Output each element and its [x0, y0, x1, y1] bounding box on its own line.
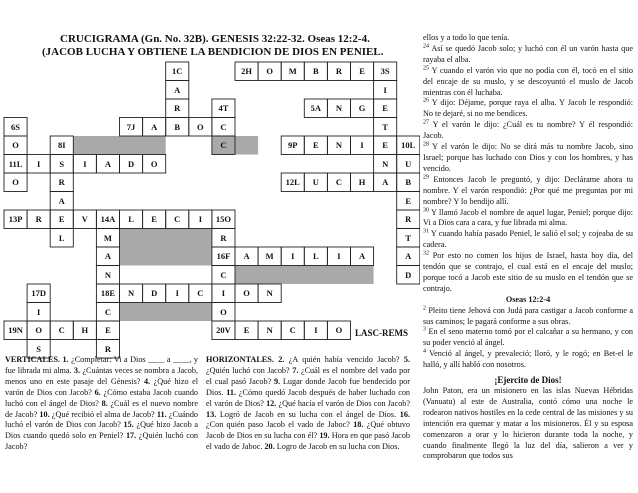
verse-text: En el seno materno tomó por el calcañar a su hermano, y con su poder venció al ángel.: [423, 327, 634, 348]
oseas-verses: [423, 306, 633, 371]
grid-letter: A: [174, 84, 181, 95]
grid-letter: R: [335, 66, 342, 76]
grid-letter: 5A: [310, 103, 322, 113]
grid-letter: O: [220, 306, 227, 317]
clue-number: 12.: [266, 398, 277, 408]
verse-number: 26: [423, 97, 429, 104]
passage-column: [423, 33, 633, 462]
grid-letter: 4T: [218, 103, 229, 113]
shaded-block: [120, 229, 212, 266]
grid-letter: A: [58, 195, 65, 206]
shaded-block: [73, 136, 165, 155]
grid-letter: A: [243, 251, 250, 261]
verse-number: 28: [423, 141, 429, 148]
clue-text: Hora en que pasó Jacob el vado de Jaboc.: [206, 431, 410, 452]
verse-number: 30: [423, 206, 429, 213]
grid-letter: O: [150, 158, 158, 169]
grid-letter: H: [81, 325, 89, 335]
grid-letter: N: [266, 325, 273, 335]
grid-letter: R: [405, 214, 412, 224]
verse: [423, 229, 633, 251]
grid-letter: R: [174, 103, 181, 113]
clue-text: ¿Qué hacía el varón de Dios con Jacob?: [278, 398, 411, 408]
clue-number: 2.: [278, 355, 285, 364]
verse-number: 3: [423, 326, 426, 333]
grid-letter: I: [337, 251, 341, 261]
grid-letter: 15O: [215, 214, 231, 224]
grid-letter: O: [335, 325, 343, 335]
grid-letter: N: [104, 269, 111, 280]
verse: [423, 175, 633, 208]
clue-number: 18.: [353, 420, 364, 430]
crossword-subtitle: (JACOB LUCHA Y OBTIENE LA BENDICION DE DIOS EN PENIEL.: [42, 46, 384, 58]
verse-text: Venció al ángel, y prevaleció; lloró, y le rogó; en Bet-el le halló, y allí habló con nosotros.: [423, 349, 633, 370]
grid-letter: E: [58, 214, 65, 224]
verse: [423, 66, 633, 99]
grid-letter: E: [382, 140, 388, 150]
grid-letter: M: [265, 251, 274, 261]
grid-letter: B: [405, 177, 412, 187]
clue-number: 10.: [39, 409, 50, 419]
grid-letter: 7J: [126, 121, 136, 132]
clue-number: 13.: [206, 409, 217, 419]
grid-letter: C: [174, 214, 181, 224]
vertical-clues: [5, 355, 198, 453]
grid-letter: N: [335, 103, 342, 113]
grid-letter: E: [151, 214, 157, 224]
clue-number: 17.: [125, 431, 137, 441]
grid-letter: A: [382, 177, 389, 187]
verse-text: Por esto no comen los hijos de Israel, hasta hoy día, del tendón que se contrajo, el cual está en el encaje del muslo; porque tocó a Jacob este sitio de su muslo en el tendón que se contrajo.: [423, 251, 634, 293]
verse-text: Y dijo: Déjame, porque raya el alba. Y Jacob le respondió: No te dejaré, si no me bendices.: [423, 98, 633, 119]
grid-letter: I: [36, 158, 41, 169]
clue-number: 5.: [403, 355, 410, 364]
grid-letter: L: [313, 251, 319, 261]
clue-text: ¿Cuál es el nombre del vado por el cual pasó Jacob?: [206, 365, 411, 386]
grid-letter: 11L: [8, 158, 23, 169]
verse-number: 4: [423, 348, 426, 355]
grid-letter: I: [83, 158, 87, 169]
grid-letter: D: [151, 288, 158, 298]
grid-letter: C: [220, 269, 227, 280]
grid-letter: O: [266, 66, 273, 76]
grid-letter: 8I: [57, 140, 66, 150]
grid-letter: R: [35, 214, 42, 224]
grid-letter: C: [220, 121, 227, 132]
crossword-title: CRUCIGRAMA (Gn. No. 32B). GENESIS 32:22-32. Oseas 12:2-4.: [60, 33, 370, 45]
grid-letter: D: [127, 158, 135, 169]
verse-number: 32: [423, 250, 429, 257]
verse-number: 24: [423, 43, 429, 50]
grid-letter: 1C: [172, 66, 183, 76]
verse: [423, 306, 633, 328]
clue-number: 20.: [264, 442, 275, 452]
clue-text: Logro de Jacob en su lucha con Dios.: [276, 442, 400, 452]
clue-number: 3.: [73, 365, 81, 375]
grid-letter: I: [221, 288, 226, 298]
grid-letter: O: [197, 121, 204, 132]
grid-letter: O: [243, 288, 250, 298]
grid-letter: E: [382, 103, 388, 113]
clue-number: 4.: [143, 376, 151, 386]
grid-letter: 19N: [8, 325, 23, 335]
clue-text: ¿Cómo estaba Jacob cuando luchó con el ángel de Dios?: [5, 387, 199, 408]
clue-text: ¿Quién luchó con Jacob?: [5, 431, 199, 452]
shaded-block: [120, 303, 212, 322]
grid-letter: E: [405, 195, 412, 206]
grid-letter: 6S: [11, 121, 21, 132]
clue-text: ¿Quién luchó con Jacob?: [206, 365, 290, 375]
grid-letter: 18E: [100, 288, 116, 298]
clue-text: ¿Qué obtuvo Jacob de Dios en su lucha con él?: [206, 420, 410, 441]
verse-text: Y cuando el varón vio que no podía con él, tocó en el sitio del encaje de su muslo, y se descoyuntó el muslo de Jacob mientras con él luchaba.: [423, 65, 634, 97]
grid-letter: I: [291, 251, 295, 261]
grid-letter: 10L: [401, 140, 416, 150]
grid-letter: D: [405, 269, 412, 280]
clue-number: HORIZONTALES.: [206, 355, 274, 364]
verse: [423, 251, 633, 295]
shaded-block: [235, 266, 374, 285]
clue-text: Lugar donde Jacob fue bendecido por Dios.: [206, 376, 410, 397]
grid-letter: N: [335, 140, 342, 150]
grid-letter: T: [405, 232, 412, 243]
verse-text: Y el varón le dijo: No se dirá más tu nombre Jacob, sino Israel; porque has luchado con Dios y con los hombres, y has vencido.: [423, 142, 633, 173]
grid-letter: N: [382, 158, 389, 169]
grid-letter: O: [35, 325, 42, 335]
verse-number: 25: [423, 64, 429, 71]
grid-letter: 16F: [216, 251, 231, 261]
grid-letter: U: [405, 158, 412, 169]
grid-letter: C: [104, 306, 111, 317]
grid-letter: U: [312, 177, 319, 187]
clue-text: ¿Cuál es el nuevo nombre de Jacob?: [5, 398, 199, 419]
clue-text: Logró de Jacob en su lucha con el ángel de Dios.: [219, 409, 397, 419]
verse-text: Pleito tiene Jehová con Judá para castigar a Jacob conforme a sus caminos; le pagará conforme a sus obras.: [423, 305, 633, 326]
grid-letter: G: [358, 103, 366, 113]
grid-letter: I: [383, 84, 387, 95]
grid-letter: A: [104, 158, 111, 169]
grid-letter: E: [243, 325, 250, 335]
clue-number: 11.: [226, 387, 237, 397]
verse-text: Así se quedó Jacob solo; y luchó con él un varón hasta que rayaba el alba.: [423, 43, 633, 64]
verse: [423, 120, 633, 142]
ejercito-text: John Paton, era un misionero en las islas Nuevas Hébridas (Vanuatu) al este de Australia, contó cómo una noche le rodearon nativos hostiles en la cede central de las misiones y su intención era quemar y matar a los misioneros. Él y su esposa comenzaron a orar y lo hicieron durante toda la noche, y cuando finalmente llegó la luz del día, salieron a ver y comprobaron que todos sus: [423, 386, 633, 461]
verse-number: 31: [423, 228, 429, 235]
grid-letter: C: [197, 288, 204, 298]
clue-text: ¿Cuándo luchó el varón de Dios con Jacob?: [5, 409, 199, 430]
grid-letter: B: [313, 66, 319, 76]
grid-letter: S: [59, 158, 65, 169]
grid-letter: M: [103, 232, 112, 243]
verse: [423, 349, 633, 371]
grid-letter: N: [127, 288, 135, 298]
clue-number: 7.: [292, 365, 299, 375]
oseas-heading: Oseas 12:2-4: [505, 294, 551, 304]
grid-letter: E: [359, 66, 365, 76]
grid-letter: 20V: [216, 325, 231, 335]
grid-letter: V: [81, 214, 88, 224]
verse: [423, 142, 633, 175]
clue-text: ¿A quién había vencido Jacob?: [288, 355, 400, 364]
grid-letter: 14A: [100, 214, 116, 224]
grid-letter: R: [220, 232, 227, 243]
grid-letter: 2H: [241, 66, 252, 76]
grid-letter: A: [358, 251, 366, 261]
passage-intro: ellos y a todo lo que tenía.: [423, 33, 510, 42]
verse-number: 27: [423, 119, 429, 126]
grid-letter: R: [104, 343, 111, 354]
grid-letter: C: [289, 325, 296, 335]
grid-letter: A: [151, 121, 158, 132]
clue-text: ¿Con quién paso Jacob el vado de Jaboc?: [206, 420, 350, 430]
verse: [423, 208, 633, 230]
clue-number: 19.: [319, 431, 330, 441]
grid-letter: C: [220, 140, 227, 150]
grid-letter: S: [36, 343, 41, 354]
credit-label: LASC-REMS: [355, 328, 409, 338]
verse-text: Entonces Jacob le preguntó, y dijo: Declárame ahora tu nombre. Y el varón respondió: ¿Por qué me preguntas por mi nombre? Y lo bendijo allí.: [423, 174, 634, 206]
clue-number: 11.: [156, 409, 167, 419]
grid-letter: O: [12, 177, 19, 187]
grid-letter: 9P: [288, 140, 298, 150]
grid-letter: C: [335, 177, 342, 187]
grid-letter: 17D: [31, 288, 46, 298]
grid-letter: I: [314, 325, 318, 335]
verse-number: 2: [423, 304, 426, 311]
clue-text: ¿Completar: Vi a Dios ____ a ____, y fue librada mi alma.: [5, 355, 198, 375]
grid-letter: I: [360, 140, 364, 150]
verse: [423, 98, 633, 120]
grid-letter: 12L: [285, 177, 300, 187]
clue-number: 16.: [399, 409, 411, 419]
grid-letter: R: [58, 177, 65, 187]
verse-text: Y llamó Jacob el nombre de aquel lugar, Peniel; porque dijo: Vi a Dios cara a cara, y fue librada mi alma.: [423, 207, 633, 228]
clue-text: ¿Qué recibió el alma de Jacob?: [51, 409, 155, 419]
grid-letter: C: [58, 325, 65, 335]
grid-letter: L: [128, 214, 134, 224]
ejercito-heading: ¡Ejercito de Dios!: [494, 375, 562, 386]
grid-letter: I: [198, 214, 202, 224]
grid-letter: O: [12, 140, 19, 150]
grid-letter: A: [104, 251, 111, 261]
grid-letter: L: [58, 232, 65, 243]
genesis-verses: [423, 44, 633, 295]
clue-number: 6.: [94, 387, 101, 397]
verse-text: Y cuando había pasado Peniel, le salió el sol; y cojeaba de su cadera.: [423, 229, 633, 250]
grid-letter: A: [405, 251, 412, 261]
grid-letter: N: [266, 288, 273, 298]
verse-number: 29: [423, 174, 429, 181]
grid-letter: T: [382, 121, 388, 132]
clue-text: ¿Cómo quedó Jacob después de haber luchado con el varón de Dios?: [206, 387, 411, 408]
grid-letter: E: [313, 140, 319, 150]
grid-letter: E: [105, 325, 111, 335]
verse-text: Y el varón le dijo: ¿Cuál es tu nombre? Y él respondió: Jacob.: [423, 120, 633, 141]
grid-letter: M: [288, 66, 297, 76]
grid-letter: B: [174, 121, 181, 132]
clue-number: VERTICALES.: [5, 355, 60, 364]
verse: [423, 327, 633, 349]
clue-number: 1.: [62, 355, 69, 364]
clue-number: 15.: [123, 420, 134, 430]
verse: [423, 44, 633, 66]
grid-letter: 13P: [8, 214, 23, 224]
clue-text: ¿Qué hizo Jacob a Dios cuando quedó solo en Peniel?: [5, 420, 199, 441]
grid-letter: 3S: [380, 66, 390, 76]
grid-letter: H: [358, 177, 366, 187]
clue-number: 9.: [273, 376, 281, 386]
horizontal-clues: [206, 355, 410, 453]
clue-text: ¿Qué hizo el varón de Dios con Jacob?: [5, 376, 199, 397]
clue-text: ¿Cuántas veces se nombra a Jacob, menos uno en este pasaje del Génesis?: [5, 365, 199, 386]
grid-letter: I: [175, 288, 179, 298]
clue-number: 8.: [101, 398, 108, 408]
grid-letter: I: [36, 306, 41, 317]
